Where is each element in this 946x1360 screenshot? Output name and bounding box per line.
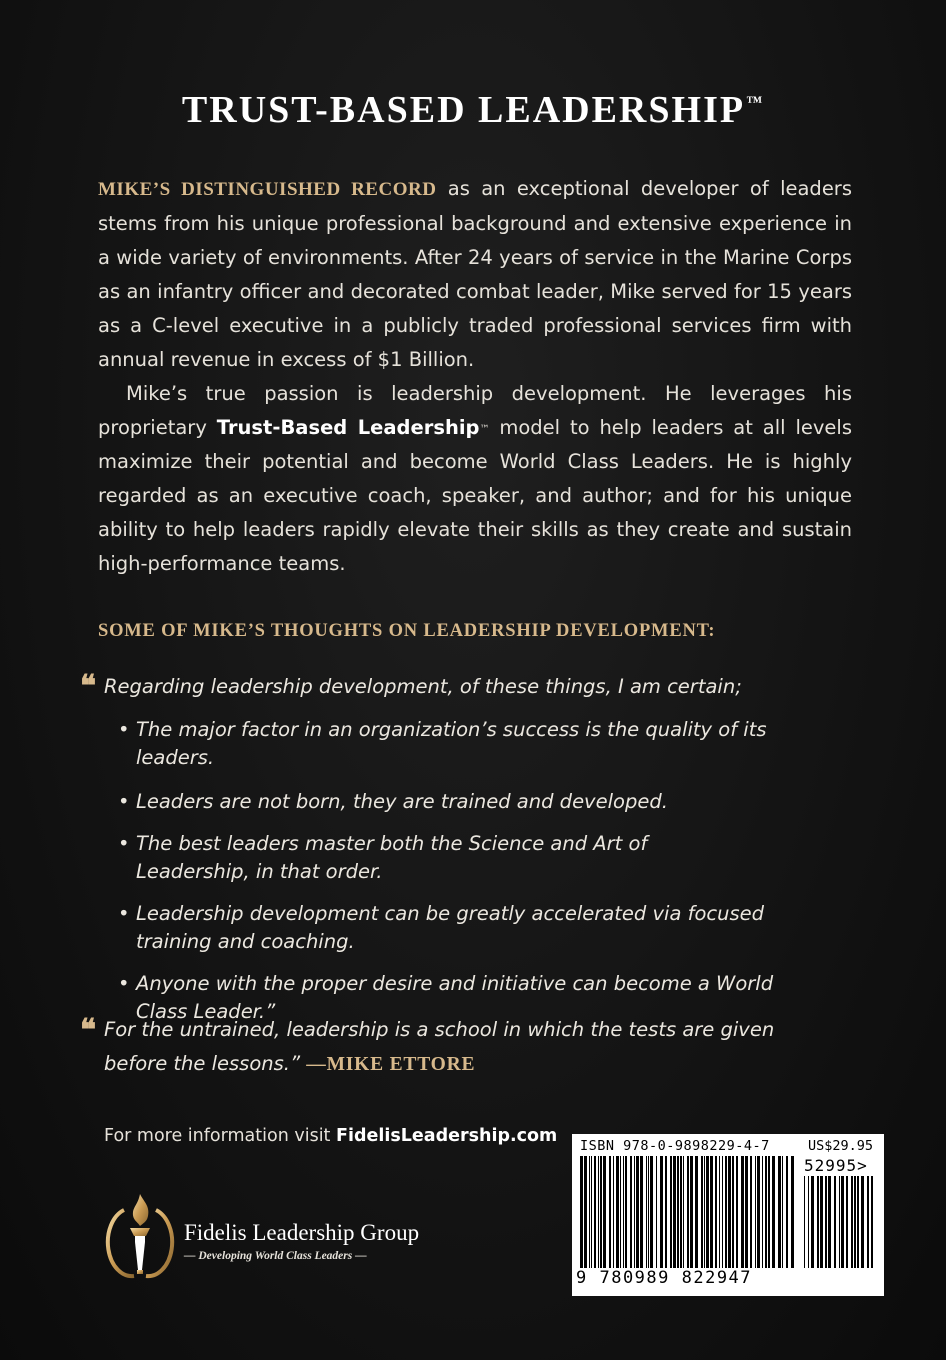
barcode-bar [673, 1156, 676, 1268]
barcode-bar [791, 1156, 794, 1268]
barcode-bar [600, 1156, 602, 1268]
barcode-bar [811, 1176, 814, 1268]
barcode-bar [616, 1156, 619, 1268]
barcode-bar [687, 1156, 689, 1268]
quote-mark-icon: ❝ [80, 1014, 97, 1047]
closing-quote-line-2 [104, 1047, 475, 1082]
logo-name: Fidelis Leadership Group [184, 1220, 420, 1245]
barcode-bar [636, 1156, 639, 1268]
barcode-bar [732, 1156, 734, 1268]
barcode-bar [656, 1156, 657, 1268]
barcode-bar [646, 1156, 647, 1268]
bio-p2-rest: model to help leaders at all levels maximize their potential and become World Class Leaders. He is highly regarded as an executive coach, speaker, and author; and for his unique ability to help leaders rapidly elevate their skills as they create and sustain high-performance teams. [98, 416, 852, 575]
barcode-bar [839, 1176, 840, 1268]
barcode-bar [762, 1156, 763, 1268]
cover-title [0, 88, 946, 132]
addon-barcode-bars [804, 1176, 878, 1268]
barcode-bar [648, 1156, 649, 1268]
title-trademark: ™ [746, 94, 765, 111]
barcode-bar [710, 1156, 713, 1268]
barcode-bar [846, 1176, 848, 1268]
barcode-bar [834, 1176, 836, 1268]
barcode-bar [620, 1156, 621, 1268]
barcode-bar [650, 1156, 653, 1268]
title-text: TRUST-BASED LEADERSHIP [181, 89, 746, 131]
closing-quote-line-1: For the untrained, leadership is a school in which the tests are given [104, 1018, 775, 1041]
torch-icon [104, 1190, 176, 1280]
isbn-barcode [572, 1134, 884, 1296]
list-item: • Anyone with the proper desire and initiative can become a World Class Leader.” [118, 970, 808, 1026]
barcode-bar [828, 1176, 831, 1268]
barcode-bar [772, 1156, 775, 1268]
thoughts-list [118, 716, 838, 1040]
barcode-bar [871, 1176, 873, 1268]
barcode-bar [591, 1156, 592, 1268]
barcode-bar [722, 1156, 723, 1268]
barcode-bar [677, 1156, 679, 1268]
barcode-bar [625, 1156, 627, 1268]
barcode-bar [640, 1156, 643, 1268]
barcode-bar [665, 1156, 667, 1268]
barcode-bar [820, 1176, 823, 1268]
quote-attribution: —MIKE ETTORE [306, 1054, 476, 1075]
barcode-bar [670, 1156, 672, 1268]
barcode-bar [851, 1176, 853, 1268]
barcode-bar [765, 1156, 767, 1268]
barcode-bar [603, 1156, 606, 1268]
barcode-bar [683, 1156, 684, 1268]
barcode-bar [680, 1156, 682, 1268]
barcode-bar [598, 1156, 599, 1268]
barcode-bar [690, 1156, 693, 1268]
barcode-bar [725, 1156, 727, 1268]
barcode-bar [706, 1156, 709, 1268]
closing-quote-text: before the lessons.” [104, 1052, 307, 1075]
barcode-bar [804, 1176, 805, 1268]
barcode-bar [861, 1176, 864, 1268]
barcode-bar [704, 1156, 705, 1268]
isbn-number: ISBN 978-0-9898229-4-7 [580, 1138, 770, 1154]
barcode-bar [808, 1176, 809, 1268]
more-info-text: For more information visit [104, 1126, 336, 1146]
bio-paragraph-1 [98, 172, 852, 377]
barcode-bar [817, 1176, 819, 1268]
barcode-bar [755, 1156, 756, 1268]
bio-paragraph-2 [98, 377, 852, 581]
thoughts-heading: SOME OF MIKE’S THOUGHTS ON LEADERSHIP DEVELOPMENT: [98, 621, 716, 641]
barcode-bar [825, 1176, 827, 1268]
quote-intro: Regarding leadership development, of these things, I am certain; [104, 675, 742, 698]
barcode-bar [594, 1156, 596, 1268]
bio-model-trademark: ™ [479, 424, 490, 435]
barcode-bar [584, 1156, 587, 1268]
list-item: • Leaders are not born, they are trained and developed. [118, 788, 838, 816]
barcode-bar [745, 1156, 748, 1268]
list-item: • The best leaders master both the Science and Art of Leadership, in that order. [118, 830, 758, 886]
bio-model-name: Trust-Based Leadership [216, 416, 480, 439]
bio-p2-start: Mike’s true passion is leadership development. He leverages his proprietary [98, 382, 852, 439]
barcode-bar [854, 1176, 856, 1268]
barcode-bar [719, 1156, 720, 1268]
barcode-bar [857, 1176, 859, 1268]
barcode-bar [728, 1156, 731, 1268]
barcode-bars [580, 1156, 798, 1268]
ean-digits: 9 780989 822947 [576, 1268, 753, 1288]
barcode-bar [841, 1176, 844, 1268]
barcode-bar [613, 1156, 614, 1268]
barcode-bar [768, 1156, 770, 1268]
bio-lead-in: MIKE’S DISTINGUISHED RECORD [98, 179, 437, 200]
list-item: • Leadership development can be greatly accelerated via focused training and coaching. [118, 900, 834, 956]
barcode-bar [715, 1156, 717, 1268]
barcode-bar [630, 1156, 632, 1268]
more-info [104, 1126, 557, 1146]
barcode-bar [623, 1156, 624, 1268]
barcode-bar [782, 1156, 783, 1268]
barcode-bar [701, 1156, 703, 1268]
quote-mark-icon: ❝ [80, 670, 97, 703]
barcode-bar [778, 1156, 781, 1268]
barcode-bar [750, 1156, 752, 1268]
barcode-bar [589, 1156, 590, 1268]
price-code: 52995> [804, 1156, 868, 1175]
website-link[interactable]: FidelisLeadership.com [336, 1126, 558, 1146]
logo-tagline: — Developing World Class Leaders — [184, 1250, 367, 1262]
barcode-bar [867, 1176, 869, 1268]
barcode-bar [609, 1156, 611, 1268]
barcode-bar [736, 1156, 738, 1268]
barcode-bar [757, 1156, 760, 1268]
bio-p1-text: as an exceptional developer of leaders stems from his unique professional background and extensive experience in a wide variety of environments. After 24 years of service in the Marine Corps as an infantry officer and decorated combat leader, Mike served for 15 years as a C-level executive in a publicly traded professional services firm with annual revenue in excess of $1 Billion. [98, 177, 852, 371]
barcode-bar [786, 1156, 788, 1268]
price: US$29.95 [808, 1138, 874, 1154]
barcode-bar [660, 1156, 663, 1268]
author-bio [98, 172, 852, 581]
barcode-bar [580, 1156, 583, 1268]
barcode-bar [634, 1156, 635, 1268]
publisher-logo [104, 1190, 444, 1280]
barcode-bar [741, 1156, 744, 1268]
list-item: • The major factor in an organization’s success is the quality of its leaders. [118, 716, 838, 772]
barcode-bar [695, 1156, 698, 1268]
